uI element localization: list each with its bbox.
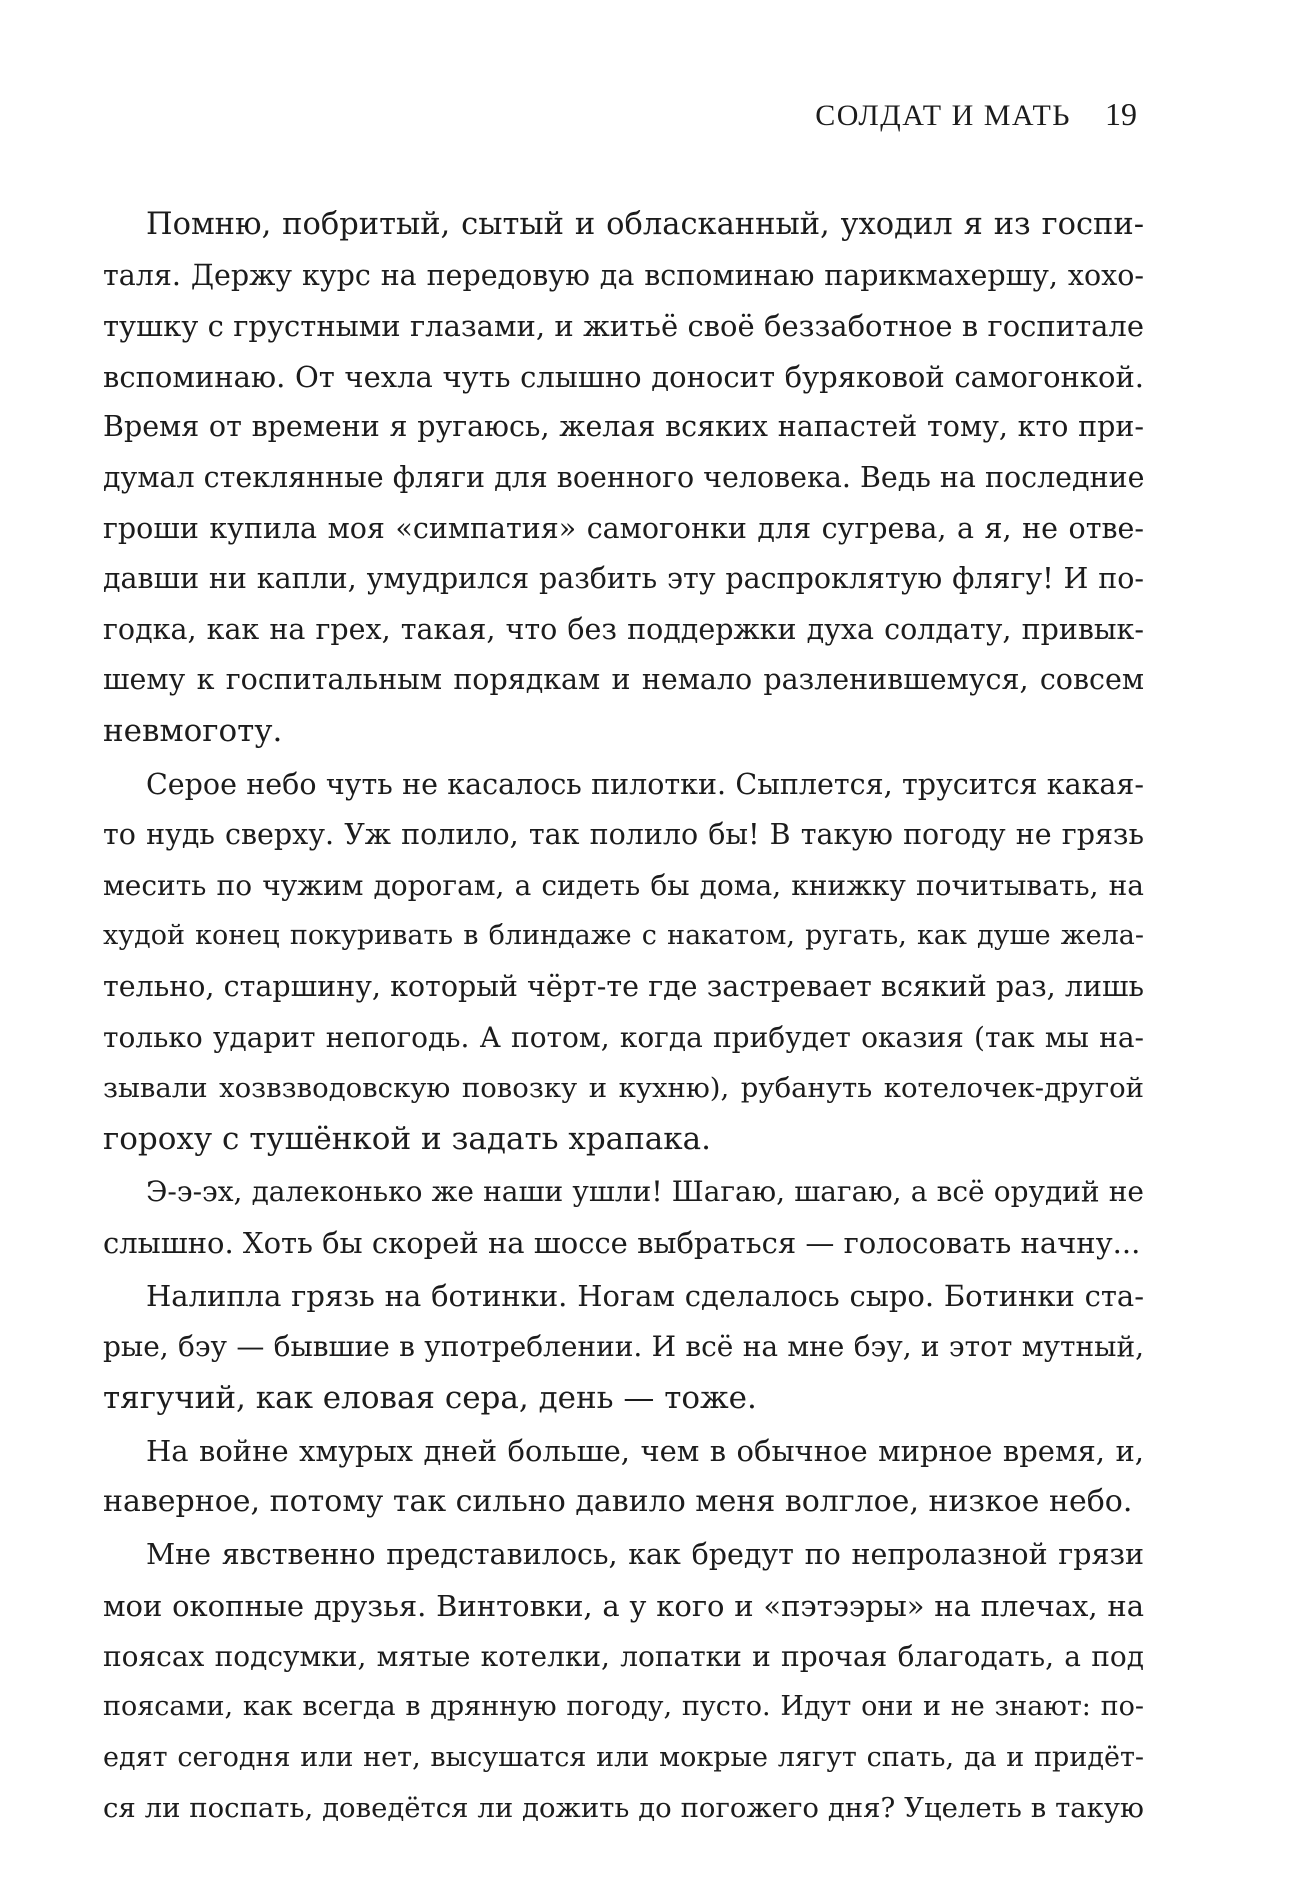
text-line: Налипла грязь на ботинки. Ногам сделалось сыро. Ботинки ста-: [146, 1279, 1144, 1314]
text-line: едят сегодня или нет, высушатся или мокрые лягут спать, да и придёт-: [103, 1741, 1144, 1773]
text-line: таля. Держу курс на передовую да вспоминаю парикмахершу, хохо-: [103, 258, 1144, 292]
text-line: Время от времени я ругаюсь, желая всяких напастей тому, кто при-: [103, 410, 1144, 444]
text-line: Помню, побритый, сытый и обласканный, уходил я из госпи-: [146, 207, 1144, 242]
text-line: зывали хозвзводовскую повозку и кухню), рубануть котелочек-другой: [103, 1072, 1144, 1105]
paragraph: [103, 1426, 1144, 1527]
text-line: невмоготу.: [103, 712, 283, 749]
text-line: месить по чужим дорогам, а сидеть бы дома, книжку почитывать, на: [103, 868, 1144, 902]
text-line: вспоминаю. От чехла чуть слышно доносит буряковой самогонкой.: [103, 359, 1144, 394]
paragraph: [103, 1271, 1144, 1423]
chapter-title: СОЛДАТ И МАТЬ: [815, 99, 1071, 132]
text-line: только ударит непогодь. А потом, когда прибудет оказия (так мы на-: [103, 1020, 1144, 1054]
text-line: тягучий, как еловая сера, день — тоже.: [103, 1379, 757, 1416]
text-line: поясами, как всегда в дрянную погоду, пусто. Идут они и не знают: по-: [103, 1691, 1144, 1723]
text-line: годка, как на грех, такая, что без поддержки духа солдату, привык-: [103, 612, 1144, 646]
text-line: худой конец покуривать в блиндаже с накатом, ругать, как душе жела-: [103, 920, 1144, 952]
paragraph: [103, 200, 1144, 757]
text-line: Серое небо чуть не касалось пилотки. Сыплется, трусится какая-: [146, 767, 1144, 801]
text-line: ся ли поспать, доведётся ли дожить до погожего дня? Уцелеть в такую: [103, 1792, 1144, 1825]
page-number: 19: [1105, 96, 1137, 132]
text-line: то нудь сверху. Уж полило, так полило бы! В такую погоду не грязь: [103, 818, 1144, 852]
paragraph: [103, 760, 1144, 1165]
paragraph: [103, 1167, 1144, 1268]
text-line: рые, бэу — бывшие в употреблении. И всё на мне бэу, и этот мутный,: [103, 1330, 1144, 1364]
text-line: На войне хмурых дней больше, чем в обычное мирное время, и,: [146, 1434, 1144, 1469]
text-line: думал стеклянные фляги для военного человека. Ведь на последние: [103, 460, 1145, 494]
paragraph: [103, 1530, 1144, 1834]
text-line: гроши купила моя «симпатия» самогонки для сугрева, а я, не отве-: [103, 511, 1144, 545]
text-line: наверное, потому так сильно давило меня волглое, низкое небо.: [103, 1483, 1133, 1519]
text-line: давши ни капли, умудрился разбить эту распроклятую флягу! И по-: [103, 562, 1144, 596]
text-line: шему к госпитальным порядкам и немало разленившемуся, совсем: [103, 663, 1144, 697]
text-line: поясах подсумки, мятые котелки, лопатки и прочая благодать, а под: [103, 1639, 1144, 1673]
text-line: тушку с грустными глазами, и житьё своё беззаботное в госпитале: [103, 309, 1144, 344]
body-text: [103, 200, 1144, 1834]
text-line: тельно, старшину, который чёрт-те где застревает всякий раз, лишь: [103, 969, 1144, 1003]
text-line: слышно. Хоть бы скорей на шоссе выбраться — голосовать начну...: [103, 1225, 1141, 1260]
text-line: Мне явственно представилось, как бредут по непролазной грязи: [146, 1538, 1144, 1572]
text-line: Э-э-эх, далеконько же наши ушли! Шагаю, шагаю, а всё орудий не: [146, 1175, 1144, 1209]
text-line: гороху с тушёнкой и задать храпака.: [103, 1120, 711, 1157]
text-line: мои окопные друзья. Винтовки, а у кого и «пэтээры» на плечах, на: [103, 1589, 1144, 1624]
running-head: [815, 96, 1137, 133]
